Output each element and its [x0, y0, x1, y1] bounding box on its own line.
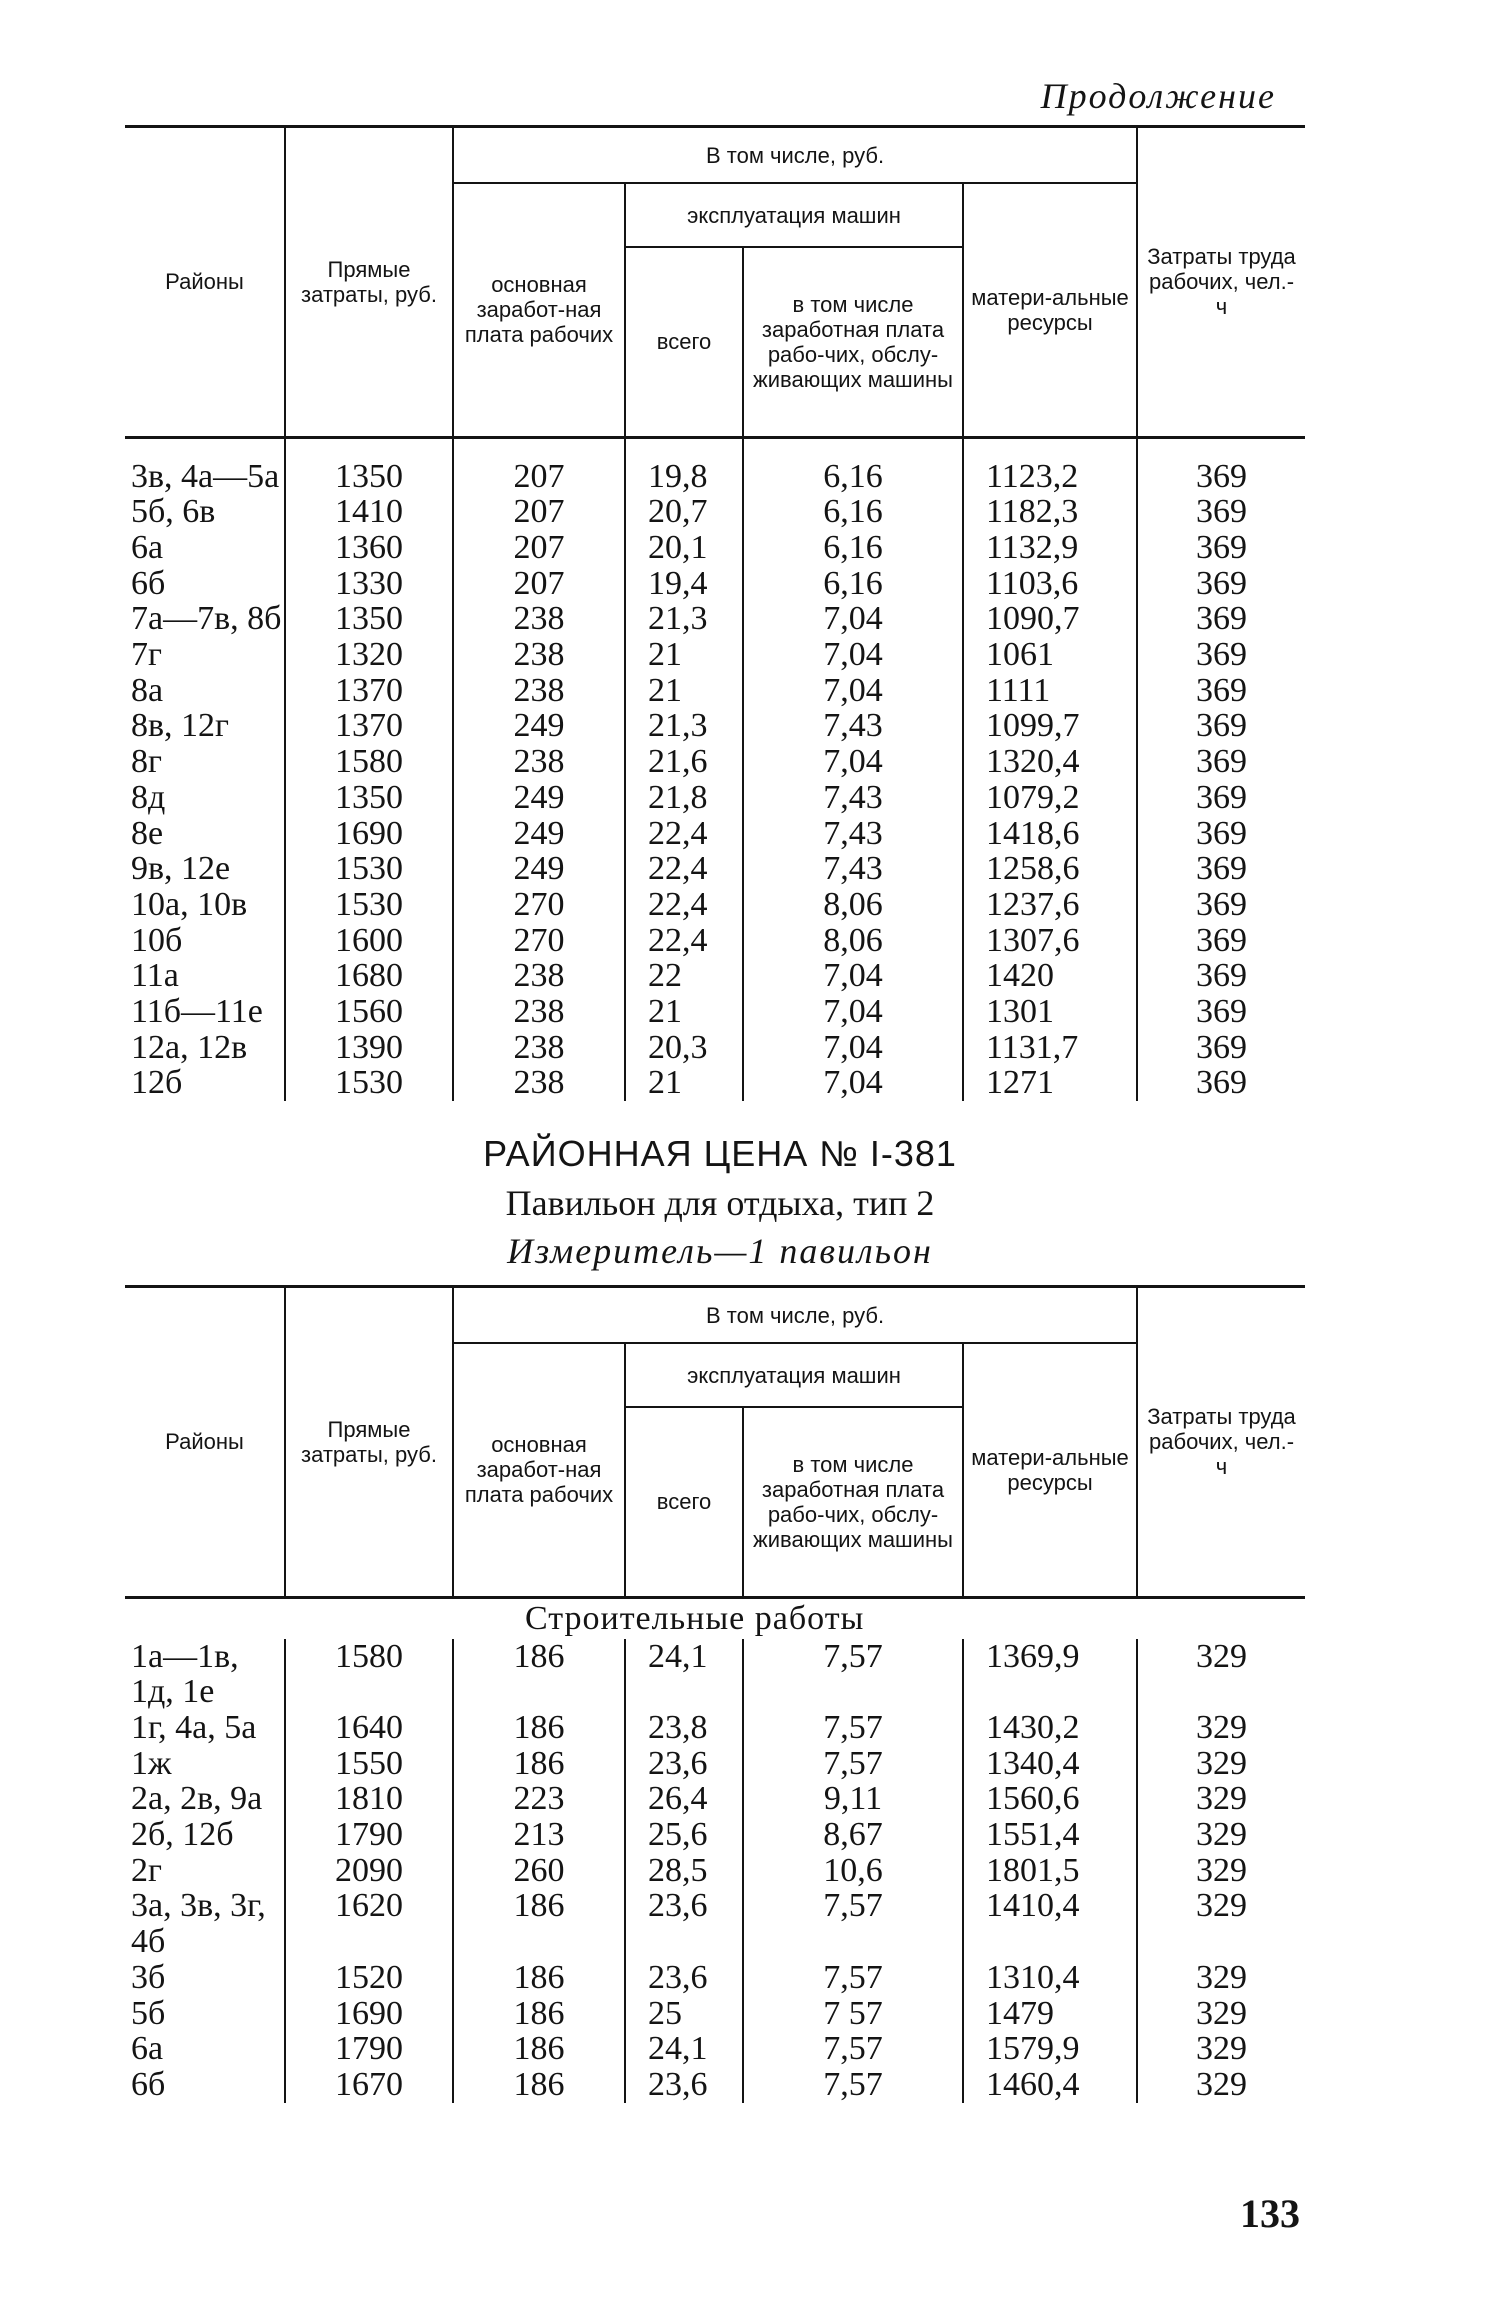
table-row [125, 887, 1305, 923]
materials-cell: 1479 [963, 1996, 1137, 2032]
wage-cell: 238 [453, 994, 625, 1030]
region-cell: 11б—11е [131, 993, 263, 1031]
machines-total-cell: 20,3 [625, 1030, 743, 1066]
wage-cell: 207 [453, 494, 625, 530]
wage-cell: 186 [453, 1746, 625, 1782]
materials-cell: 1258,6 [963, 851, 1137, 887]
region-cell: 1д, 1е [131, 1673, 215, 1711]
table-row [125, 1065, 1305, 1101]
materials-cell: 1123,2 [963, 459, 1137, 495]
table-row [125, 1674, 1305, 1710]
direct-cost-cell: 1550 [285, 1746, 453, 1782]
header-machines-total: всего [625, 247, 743, 437]
labor-cell: 369 [1137, 673, 1305, 709]
direct-cost-cell: 1360 [285, 530, 453, 566]
machines-total-cell: 23,6 [625, 2067, 743, 2103]
materials-cell: 1111 [963, 673, 1137, 709]
materials-cell: 1551,4 [963, 1817, 1137, 1853]
direct-cost-cell: 1810 [285, 1781, 453, 1817]
labor-cell: 369 [1137, 601, 1305, 637]
direct-cost-cell: 1530 [285, 887, 453, 923]
materials-cell: 1320,4 [963, 744, 1137, 780]
machines-total-cell: 23,8 [625, 1710, 743, 1746]
materials-cell: 1131,7 [963, 1030, 1137, 1066]
machines-wage-cell [743, 1674, 963, 1710]
machines-wage-cell: 7,57 [743, 1639, 963, 1675]
header-direct-costs: Прямые затраты, руб. [285, 127, 453, 438]
wage-cell: 186 [453, 1639, 625, 1675]
header-materials: матери-альные ресурсы [963, 1343, 1137, 1597]
direct-cost-cell: 1580 [285, 744, 453, 780]
table-row [125, 780, 1305, 816]
labor-cell: 369 [1137, 1030, 1305, 1066]
materials-cell: 1369,9 [963, 1639, 1137, 1675]
table-row [125, 994, 1305, 1030]
direct-cost-cell: 1640 [285, 1710, 453, 1746]
wage-cell: 207 [453, 566, 625, 602]
continuation-label: Продолжение [1040, 76, 1276, 116]
labor-cell: 329 [1137, 1888, 1305, 1924]
machines-total-cell: 24,1 [625, 1639, 743, 1675]
machines-total-cell: 22,4 [625, 851, 743, 887]
region-cell: 8а [131, 671, 164, 709]
table-row [125, 1639, 1305, 1675]
direct-cost-cell: 1790 [285, 1817, 453, 1853]
labor-cell: 369 [1137, 494, 1305, 530]
materials-cell: 1237,6 [963, 887, 1137, 923]
materials-cell: 1410,4 [963, 1888, 1137, 1924]
machines-total-cell: 22,4 [625, 816, 743, 852]
region-cell: 12б [131, 1064, 183, 1102]
region-cell: 6б [131, 564, 166, 602]
region-cell: 10а, 10в [131, 885, 248, 923]
wage-cell: 213 [453, 1817, 625, 1853]
direct-cost-cell: 1530 [285, 1065, 453, 1101]
labor-cell: 369 [1137, 530, 1305, 566]
machines-total-cell: 20,7 [625, 494, 743, 530]
materials-cell: 1099,7 [963, 708, 1137, 744]
labor-cell: 329 [1137, 1746, 1305, 1782]
wage-cell: 238 [453, 1065, 625, 1101]
direct-cost-cell: 1600 [285, 923, 453, 959]
machines-wage-cell: 7,57 [743, 1746, 963, 1782]
materials-cell: 1271 [963, 1065, 1137, 1101]
materials-cell: 1079,2 [963, 780, 1137, 816]
wage-cell: 260 [453, 1853, 625, 1889]
materials-cell: 1132,9 [963, 530, 1137, 566]
materials-cell: 1090,7 [963, 601, 1137, 637]
machines-wage-cell: 7,57 [743, 1960, 963, 1996]
direct-cost-cell: 1620 [285, 1888, 453, 1924]
direct-cost-cell: 1320 [285, 637, 453, 673]
machines-wage-cell: 6,16 [743, 530, 963, 566]
labor-cell: 369 [1137, 744, 1305, 780]
direct-cost-cell: 1790 [285, 2031, 453, 2067]
machines-total-cell: 23,6 [625, 1888, 743, 1924]
machines-wage-cell [743, 1924, 963, 1960]
measure-unit: Измеритель—1 павильон [507, 1231, 933, 1271]
table-row [125, 816, 1305, 852]
region-cell: 7г [131, 636, 162, 674]
wage-cell: 270 [453, 887, 625, 923]
table-row [125, 530, 1305, 566]
region-cell: 3б [131, 1958, 166, 1996]
machines-wage-cell: 7,43 [743, 708, 963, 744]
wage-cell: 238 [453, 673, 625, 709]
header-machines: эксплуатация машин [625, 1343, 963, 1407]
machines-wage-cell: 7,04 [743, 637, 963, 673]
direct-cost-cell: 1690 [285, 816, 453, 852]
header-materials: матери-альные ресурсы [963, 183, 1137, 437]
labor-cell: 329 [1137, 2031, 1305, 2067]
machines-total-cell: 19,8 [625, 459, 743, 495]
region-cell: 7а—7в, 8б [131, 600, 282, 638]
price-table-pavilion [125, 1285, 1305, 2103]
direct-cost-cell: 1370 [285, 708, 453, 744]
table-row [125, 1853, 1305, 1889]
materials-cell: 1340,4 [963, 1746, 1137, 1782]
wage-cell: 249 [453, 780, 625, 816]
page-number: 133 [1240, 2191, 1300, 2236]
machines-wage-cell: 7,04 [743, 601, 963, 637]
table-row [125, 744, 1305, 780]
labor-cell [1137, 1924, 1305, 1960]
machines-total-cell: 20,1 [625, 530, 743, 566]
table-row [125, 1817, 1305, 1853]
labor-cell: 369 [1137, 851, 1305, 887]
labor-cell [1137, 1674, 1305, 1710]
wage-cell [453, 1924, 625, 1960]
machines-wage-cell: 7 57 [743, 1996, 963, 2032]
machines-wage-cell: 9,11 [743, 1781, 963, 1817]
machines-wage-cell: 7,43 [743, 816, 963, 852]
header-machines: эксплуатация машин [625, 183, 963, 247]
wage-cell: 238 [453, 1030, 625, 1066]
wage-cell: 186 [453, 1710, 625, 1746]
labor-cell: 369 [1137, 459, 1305, 495]
machines-total-cell: 28,5 [625, 1853, 743, 1889]
wage-cell: 186 [453, 2067, 625, 2103]
region-cell: 12а, 12в [131, 1028, 248, 1066]
table-row [125, 708, 1305, 744]
labor-cell: 329 [1137, 1817, 1305, 1853]
labor-cell: 329 [1137, 1960, 1305, 1996]
table-row [125, 923, 1305, 959]
wage-cell: 249 [453, 708, 625, 744]
header-machines-total: всего [625, 1407, 743, 1597]
machines-total-cell: 21 [625, 673, 743, 709]
table-row [125, 1030, 1305, 1066]
table-row [125, 1924, 1305, 1960]
machines-wage-cell: 10,6 [743, 1853, 963, 1889]
machines-total-cell: 24,1 [625, 2031, 743, 2067]
machines-total-cell: 21,6 [625, 744, 743, 780]
table-row [125, 1781, 1305, 1817]
region-cell: 3а, 3в, 3г, [131, 1887, 266, 1925]
direct-cost-cell: 1560 [285, 994, 453, 1030]
wage-cell: 186 [453, 1888, 625, 1924]
region-cell: 6а [131, 528, 164, 566]
machines-wage-cell: 7,04 [743, 1030, 963, 1066]
wage-cell: 186 [453, 1996, 625, 2032]
machines-total-cell: 21,3 [625, 708, 743, 744]
region-cell: 5б [131, 1994, 166, 2032]
wage-cell: 249 [453, 816, 625, 852]
labor-cell: 369 [1137, 780, 1305, 816]
machines-wage-cell: 6,16 [743, 494, 963, 530]
machines-wage-cell: 7,57 [743, 1710, 963, 1746]
direct-cost-cell: 1690 [285, 1996, 453, 2032]
materials-cell: 1579,9 [963, 2031, 1137, 2067]
table-row [125, 2067, 1305, 2103]
machines-total-cell: 21 [625, 1065, 743, 1101]
wage-cell: 207 [453, 530, 625, 566]
wage-cell: 238 [453, 637, 625, 673]
table-row [125, 459, 1305, 495]
labor-cell: 329 [1137, 1710, 1305, 1746]
direct-cost-cell: 1350 [285, 459, 453, 495]
table-row [125, 637, 1305, 673]
table-row [125, 1710, 1305, 1746]
labor-cell: 369 [1137, 958, 1305, 994]
table-row [125, 1746, 1305, 1782]
machines-wage-cell: 6,16 [743, 459, 963, 495]
labor-cell: 369 [1137, 816, 1305, 852]
machines-total-cell: 26,4 [625, 1781, 743, 1817]
direct-cost-cell: 1520 [285, 1960, 453, 1996]
labor-cell: 369 [1137, 708, 1305, 744]
labor-cell: 329 [1137, 1781, 1305, 1817]
table-row [125, 2031, 1305, 2067]
header-machines-wage: в том числе заработная плата рабо-чих, обслу-живающих машины [743, 247, 963, 437]
materials-cell: 1182,3 [963, 494, 1137, 530]
table-row [125, 958, 1305, 994]
labor-cell: 369 [1137, 1065, 1305, 1101]
machines-total-cell: 25,6 [625, 1817, 743, 1853]
machines-wage-cell: 7,04 [743, 958, 963, 994]
machines-total-cell [625, 1674, 743, 1710]
labor-cell: 329 [1137, 2067, 1305, 2103]
object-title: Павильон для отдыха, тип 2 [505, 1183, 935, 1223]
region-cell: 1а—1в, [131, 1637, 239, 1675]
machines-total-cell: 23,6 [625, 1746, 743, 1782]
machines-total-cell: 21,3 [625, 601, 743, 637]
region-cell: 8г [131, 743, 162, 781]
direct-cost-cell: 1680 [285, 958, 453, 994]
region-cell: 1ж [131, 1744, 172, 1782]
machines-total-cell: 21 [625, 994, 743, 1030]
wage-cell: 249 [453, 851, 625, 887]
direct-cost-cell [285, 1924, 453, 1960]
machines-wage-cell: 7,04 [743, 1065, 963, 1101]
materials-cell [963, 1924, 1137, 1960]
materials-cell: 1560,6 [963, 1781, 1137, 1817]
materials-cell [963, 1674, 1137, 1710]
machines-wage-cell: 8,06 [743, 887, 963, 923]
labor-cell: 329 [1137, 1639, 1305, 1675]
region-cell: 3в, 4а—5а [131, 457, 280, 495]
region-cell: 2г [131, 1851, 162, 1889]
machines-wage-cell: 7,04 [743, 994, 963, 1030]
materials-cell: 1801,5 [963, 1853, 1137, 1889]
direct-cost-cell: 1330 [285, 566, 453, 602]
table-row [125, 1996, 1305, 2032]
region-cell: 6а [131, 2030, 164, 2068]
machines-wage-cell: 6,16 [743, 566, 963, 602]
machines-wage-cell: 7,43 [743, 851, 963, 887]
direct-cost-cell: 1530 [285, 851, 453, 887]
machines-total-cell: 23,6 [625, 1960, 743, 1996]
region-cell: 1г, 4а, 5а [131, 1708, 257, 1746]
direct-cost-cell: 1370 [285, 673, 453, 709]
machines-wage-cell: 7,57 [743, 2067, 963, 2103]
machines-total-cell: 21,8 [625, 780, 743, 816]
materials-cell: 1307,6 [963, 923, 1137, 959]
header-wage: основная заработ-ная плата рабочих [453, 183, 625, 437]
table-row [125, 673, 1305, 709]
header-including: В том числе, руб. [453, 127, 1137, 184]
wage-cell: 207 [453, 459, 625, 495]
materials-cell: 1430,2 [963, 1710, 1137, 1746]
machines-wage-cell: 7,04 [743, 673, 963, 709]
labor-cell: 369 [1137, 887, 1305, 923]
region-cell: 9в, 12е [131, 850, 231, 888]
table-row [125, 1888, 1305, 1924]
table-row [125, 851, 1305, 887]
header-region: Районы [125, 1287, 285, 1598]
price-table-continued [125, 125, 1305, 1101]
region-cell: 11а [131, 957, 179, 995]
wage-cell: 238 [453, 601, 625, 637]
labor-cell: 369 [1137, 994, 1305, 1030]
region-cell: 8д [131, 778, 166, 816]
header-direct-costs: Прямые затраты, руб. [285, 1287, 453, 1598]
machines-wage-cell: 7,57 [743, 2031, 963, 2067]
direct-cost-cell: 1410 [285, 494, 453, 530]
header-wage: основная заработ-ная плата рабочих [453, 1343, 625, 1597]
header-machines-wage: в том числе заработная плата рабо-чих, обслу-живающих машины [743, 1407, 963, 1597]
region-cell: 4б [131, 1923, 166, 1961]
region-cell: 8е [131, 814, 164, 852]
table-row [125, 494, 1305, 530]
materials-cell: 1420 [963, 958, 1137, 994]
direct-cost-cell: 1350 [285, 601, 453, 637]
direct-cost-cell: 1580 [285, 1639, 453, 1675]
wage-cell: 238 [453, 958, 625, 994]
wage-cell: 238 [453, 744, 625, 780]
machines-total-cell: 25 [625, 1996, 743, 2032]
machines-total-cell: 19,4 [625, 566, 743, 602]
wage-cell: 186 [453, 2031, 625, 2067]
labor-cell: 369 [1137, 923, 1305, 959]
header-labor: Затраты труда рабочих, чел.-ч [1137, 1287, 1305, 1598]
labor-cell: 329 [1137, 1853, 1305, 1889]
machines-total-cell [625, 1924, 743, 1960]
section-label: Строительные работы [525, 1599, 865, 1637]
table-row [125, 601, 1305, 637]
region-cell: 6б [131, 2065, 166, 2103]
direct-cost-cell: 1670 [285, 2067, 453, 2103]
header-including: В том числе, руб. [453, 1287, 1137, 1344]
direct-cost-cell: 2090 [285, 1853, 453, 1889]
region-cell: 5б, 6в [131, 493, 216, 531]
materials-cell: 1460,4 [963, 2067, 1137, 2103]
region-cell: 10б [131, 921, 183, 959]
machines-wage-cell: 8,67 [743, 1817, 963, 1853]
price-number-title: РАЙОННАЯ ЦЕНА № I-381 [483, 1133, 957, 1174]
materials-cell: 1310,4 [963, 1960, 1137, 1996]
machines-wage-cell: 7,57 [743, 1888, 963, 1924]
labor-cell: 369 [1137, 566, 1305, 602]
wage-cell: 186 [453, 1960, 625, 1996]
table-row [125, 1960, 1305, 1996]
machines-wage-cell: 8,06 [743, 923, 963, 959]
header-labor: Затраты труда рабочих, чел.-ч [1137, 127, 1305, 438]
region-cell: 8в, 12г [131, 707, 229, 745]
materials-cell: 1301 [963, 994, 1137, 1030]
direct-cost-cell: 1390 [285, 1030, 453, 1066]
wage-cell [453, 1674, 625, 1710]
machines-total-cell: 22,4 [625, 887, 743, 923]
machines-wage-cell: 7,43 [743, 780, 963, 816]
direct-cost-cell [285, 1674, 453, 1710]
region-cell: 2а, 2в, 9а [131, 1780, 263, 1818]
header-region: Районы [125, 127, 285, 438]
machines-total-cell: 22,4 [625, 923, 743, 959]
labor-cell: 369 [1137, 637, 1305, 673]
machines-wage-cell: 7,04 [743, 744, 963, 780]
materials-cell: 1103,6 [963, 566, 1137, 602]
wage-cell: 270 [453, 923, 625, 959]
direct-cost-cell: 1350 [285, 780, 453, 816]
materials-cell: 1418,6 [963, 816, 1137, 852]
machines-total-cell: 21 [625, 637, 743, 673]
materials-cell: 1061 [963, 637, 1137, 673]
table-row [125, 566, 1305, 602]
region-cell: 2б, 12б [131, 1816, 234, 1854]
labor-cell: 329 [1137, 1996, 1305, 2032]
wage-cell: 223 [453, 1781, 625, 1817]
machines-total-cell: 22 [625, 958, 743, 994]
